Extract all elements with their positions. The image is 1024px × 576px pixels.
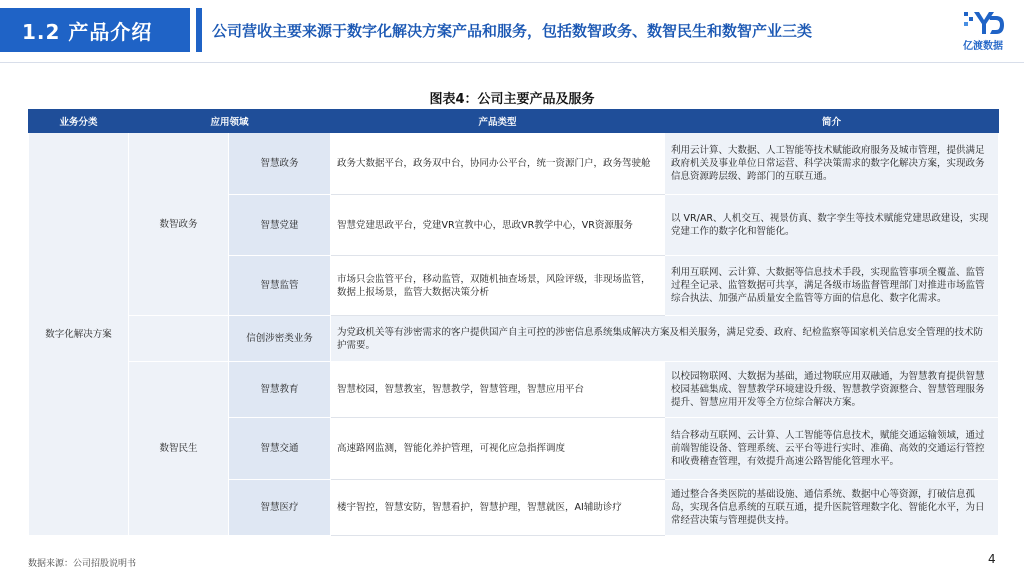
logo-text: 亿渡数据 xyxy=(963,41,1003,52)
section-tab-accent xyxy=(196,8,202,52)
product-type-cell: 智慧校园，智慧教室，智慧教学，智慧管理，智慧应用平台 xyxy=(331,362,665,418)
sub-field-cell: 智慧交通 xyxy=(229,418,331,480)
header-business-category: 业务分类 xyxy=(29,110,129,133)
data-source-note: 数据来源：公司招股说明书 xyxy=(28,559,137,569)
table-header-row xyxy=(29,110,999,133)
table-row xyxy=(29,133,999,195)
introduction-cell: 通过整合各类医院的基础设施、通信系统、数据中心等资源，打破信息孤岛，实现各信息系统的互联互通，提升医院管理数字化、智能化水平，为日常经营决策与管理提供支持。 xyxy=(665,480,999,536)
introduction-cell: 结合移动互联网、云计算、人工智能等信息技术，赋能交通运输领域，通过前端智能设备、管理系统、云平台等进行实时、准确、高效的交通运行管控和收费稽查管理，有效提升高速公路智能化管理水平。 xyxy=(665,418,999,480)
product-table xyxy=(28,109,999,536)
merged-introduction-cell: 为党政机关等有涉密需求的客户提供国产自主可控的涉密信息系统集成解决方案及相关服务，满足党委、政府、纪检监察等国家机关信息安全管理的技术防护需要。 xyxy=(331,316,999,362)
page-headline: 公司营收主要来源于数字化解决方案产品和服务，包括数智政务、数智民生和数智产业三类 xyxy=(212,22,813,40)
sub-field-cell: 智慧教育 xyxy=(229,362,331,418)
field-cell-government: 数智政务 xyxy=(129,133,229,316)
sub-field-cell: 信创涉密类业务 xyxy=(229,316,331,362)
section-label: 1.2 产品介绍 xyxy=(0,8,190,52)
product-type-cell: 楼宇智控，智慧安防，智慧看护，智慧护理，智慧就医，AI辅助诊疗 xyxy=(331,480,665,536)
field-cell-empty xyxy=(129,316,229,362)
introduction-cell: 以校园物联网、大数据为基础，通过物联应用双融通，为智慧教育提供智慧校园基础集成、智慧教学环境建设升级、智慧教学资源整合、智慧管理服务提升、智慧应用开发等全方位综合解决方案。 xyxy=(665,362,999,418)
sub-field-cell: 智慧政务 xyxy=(229,133,331,195)
table-row xyxy=(29,316,999,362)
header-product-type: 产品类型 xyxy=(331,110,665,133)
logo-mark-icon xyxy=(962,8,1006,36)
header-application-field: 应用领域 xyxy=(129,110,331,133)
product-type-cell: 市场只会监管平台，移动监管，双随机抽查场景，风险评级，非现场监管，数据上报场景，监管大数据决策分析 xyxy=(331,256,665,316)
page-number: 4 xyxy=(988,552,996,566)
field-cell-livelihood: 数智民生 xyxy=(129,362,229,536)
table-row xyxy=(29,362,999,418)
header-bar xyxy=(0,0,1024,64)
business-category-cell: 数字化解决方案 xyxy=(29,133,129,536)
product-type-cell: 高速路网监测，智能化养护管理，可视化应急指挥调度 xyxy=(331,418,665,480)
sub-field-cell: 智慧党建 xyxy=(229,195,331,256)
introduction-cell: 利用互联网、云计算、大数据等信息技术手段，实现监管事项全覆盖、监管过程全记录、监管数据可共享，满足各级市场监督管理部门对推进市场监管综合执法、加强产品质量安全监管等方面的信息化、数字化需求。 xyxy=(665,256,999,316)
sub-field-cell: 智慧医疗 xyxy=(229,480,331,536)
company-logo xyxy=(948,8,1018,54)
introduction-cell: 以 VR/AR、人机交互、视景仿真、数字孪生等技术赋能党建思政建设，实现党建工作的数字化和智能化。 xyxy=(665,195,999,256)
sub-field-cell: 智慧监管 xyxy=(229,256,331,316)
header-divider xyxy=(0,62,1024,63)
figure-title: 图表4：公司主要产品及服务 xyxy=(429,92,595,107)
header-introduction: 简介 xyxy=(665,110,999,133)
product-type-cell: 智慧党建思政平台，党建VR宣教中心，思政VR教学中心，VR资源服务 xyxy=(331,195,665,256)
introduction-cell: 利用云计算、大数据、人工智能等技术赋能政府服务及城市管理，提供满足政府机关及事业单位日常运营、科学决策需求的数字化解决方案，实现政务信息资源跨层级、跨部门的互联互通。 xyxy=(665,133,999,195)
product-type-cell: 政务大数据平台，政务双中台，协同办公平台，统一资源门户，政务驾驶舱 xyxy=(331,133,665,195)
